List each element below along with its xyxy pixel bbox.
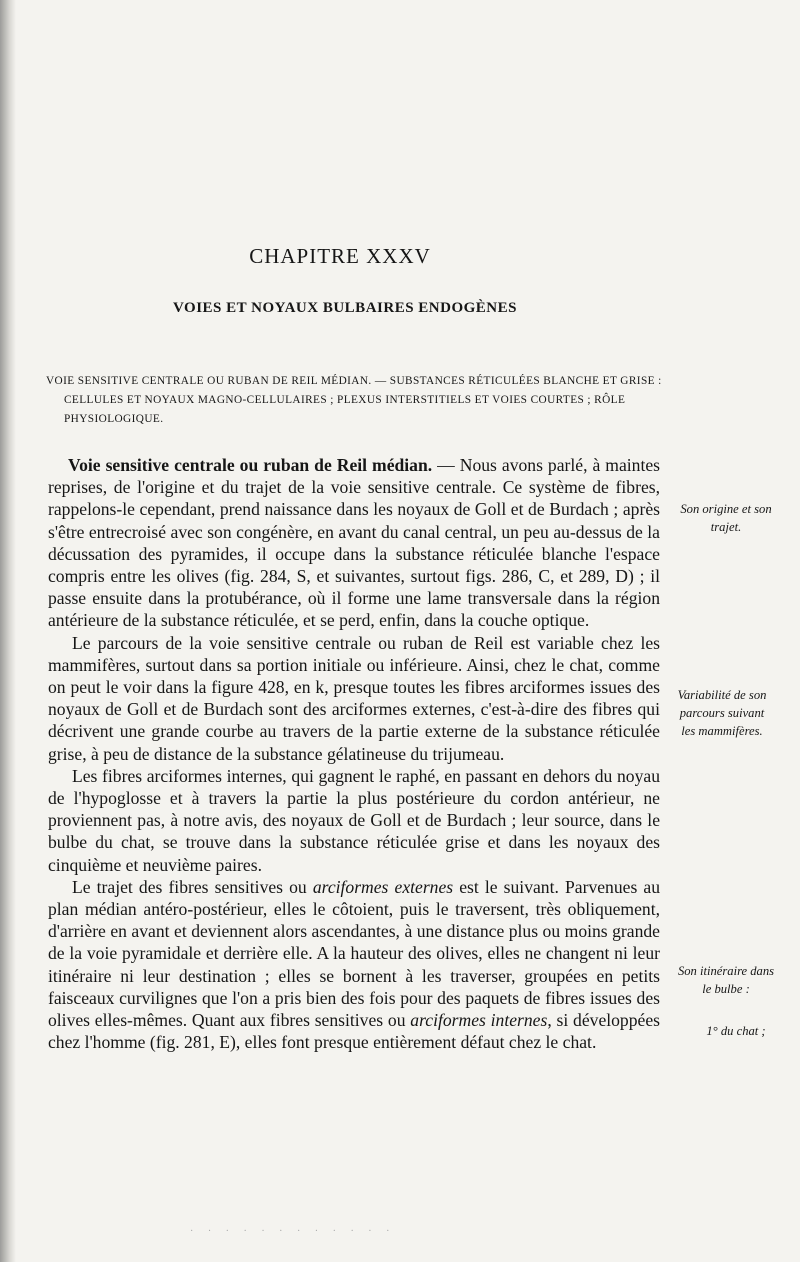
chapter-title: CHAPITRE XXXV bbox=[249, 244, 431, 268]
margin-note-origin: Son origine et son trajet. bbox=[680, 502, 772, 534]
emphasis-arciformes-externes: arciformes externes bbox=[312, 876, 454, 897]
body-text bbox=[48, 454, 660, 1053]
paragraph-3: Les fibres arciformes internes, qui gagnent le raphé, en passant en dehors du noyau de l'hypoglosse et à travers la partie la plus postérieure du cordon antérieur, ne proviennent pas, à notre avis, des noyaux de Goll et de Burdach ; leur source, dans le bulbe du chat, se trouve dans la substance réticulée grise et dans les noyaux des cinquième et neuvième paires. bbox=[48, 765, 660, 875]
chapter-subtitle: VOIES ET NOYAUX BULBAIRES ENDOGÈNES bbox=[173, 300, 517, 316]
paragraph-4 bbox=[48, 876, 660, 1054]
section-heading: Voie sensitive centrale ou ruban de Reil médian. bbox=[68, 455, 433, 475]
emphasis-arciformes-internes: arciformes internes bbox=[410, 1010, 548, 1031]
paragraph-4-text-a: Le trajet des fibres sensitives ou bbox=[72, 876, 313, 897]
print-artifacts: · · · · · · · · · · · · bbox=[190, 1226, 396, 1237]
paragraph-4-text-c: , si développées chez l'homme (fig. 281, E), elles font presque entièrement défaut chez le chat. bbox=[48, 1010, 660, 1053]
paragraph-2: Le parcours de la voie sensitive centrale ou ruban de Reil est variable chez les mammifères, surtout dans sa portion initiale ou inférieure. Ainsi, chez le chat, comme on peut le voir dans la figure 428, en k, presque toutes les fibres arciformes issues des noyaux de Goll et de Burdach sont des arciformes externes, c'est-à-dire des fibres qui décrivent une grande courbe au travers de la partie externe de la substance réticulée grise, à peu de distance de la substance gélatineuse du trijumeau. bbox=[48, 632, 660, 764]
paragraph-1 bbox=[48, 454, 660, 632]
chapter-summary: VOIE SENSITIVE CENTRALE OU RUBAN DE REIL MÉDIAN. — SUBSTANCES RÉTICULÉES BLANCHE ET GRISE : CELLULES ET NOYAUX MAGNO-CELLULAIRES ; PLEXUS INTERSTITIELS ET VOIES COURTES ; RÔLE PHYSIOLOGIQUE. bbox=[46, 375, 662, 425]
margin-note-variability: Variabilité de son parcours suivant les mammifères. bbox=[677, 688, 767, 738]
book-spine-shadow bbox=[0, 0, 16, 1262]
margin-note-itinerary: Son itinéraire dans le bulbe : bbox=[677, 964, 775, 996]
margin-note-chat: 1° du chat ; bbox=[706, 1024, 766, 1038]
paragraph-1-text: — Nous avons parlé, à maintes reprises, de l'origine et du trajet de la voie sensitive centrale. Ce système de fibres, rappelons-le cependant, prend naissance dans les noyaux de Goll et de Burdach ; après s'être entrecroisé avec son congénère, en avant du canal central, un peu au-dessus de la décussation des pyramides, il occupe dans la substance réticulée blanche l'espace compris entre les olives (fig. 284, S, et suivantes, surtout figs. 286, C, et 289, D) ; il passe ensuite dans la protubérance, où il forme une lame transversale dans la région antérieure de la substance réticulée, et se perd, enfin, dans la couche optique. bbox=[48, 455, 660, 631]
paragraph-4-text-b: est le suivant. Parvenues au plan médian antéro-postérieur, elles le côtoient, puis le traversent, très obliquement, d'arrière en avant et deviennent alors ascendantes, à une distance plus ou moins grande de la voie pyramidale et derrière elle. A la hauteur des olives, elles ne changent ni leur itinéraire ni leur destination ; elles se bornent à les traverser, groupées en petits faisceaux curvilignes que l'on a pris bien des fois pour des paquets de fibres issues des olives elles-mêmes. Quant aux fibres sensitives ou bbox=[48, 876, 661, 1031]
